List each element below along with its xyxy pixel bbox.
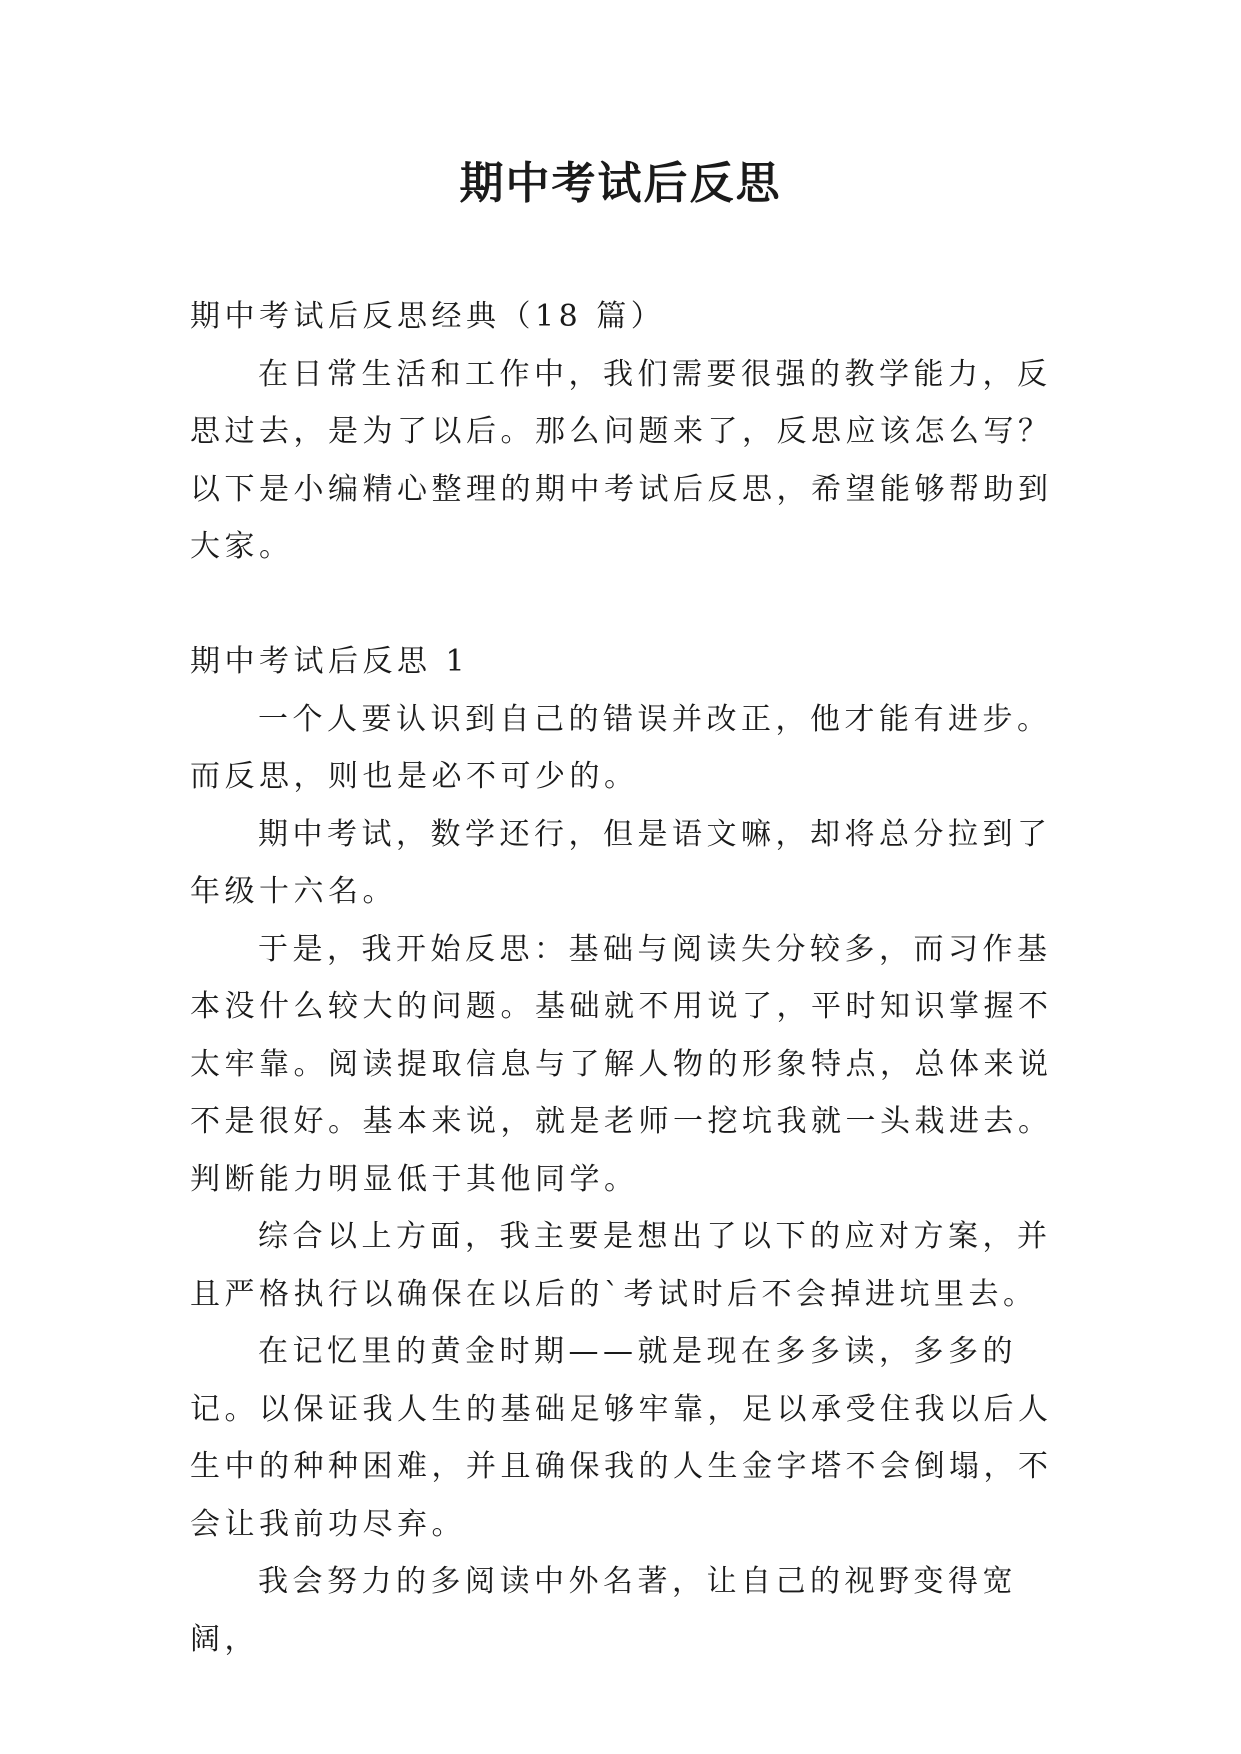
section-spacer — [190, 576, 1060, 634]
body-paragraph: 一个人要认识到自己的错误并改正，他才能有进步。而反思，则也是必不可少的。 — [190, 701, 1052, 794]
body-paragraph: 我会努力的多阅读中外名著，让自己的视野变得宽阔， — [190, 1564, 1017, 1657]
intro-paragraph: 在日常生活和工作中，我们需要很强的教学能力，反思过去，是为了以后。那么问题来了，反思应该怎么写？以下是小编精心整理的期中考试后反思，希望能够帮助到大家。 — [190, 356, 1053, 564]
body-paragraph: 综合以上方面，我主要是想出了以下的应对方案，并且严格执行以确保在以后的`考试时后不会掉进坑里去。 — [190, 1219, 1052, 1312]
body-paragraph: 期中考试，数学还行，但是语文嘛，却将总分拉到了年级十六名。 — [190, 816, 1052, 909]
document-title: 期中考试后反思 — [459, 158, 782, 209]
body-paragraph: 在记忆里的黄金时期——就是现在多多读，多多的记。以保证我人生的基础足够牢靠，足以承受住我以后人生中的种种困难，并且确保我的人生金字塔不会倒塌，不会让我前功尽弃。 — [190, 1334, 1053, 1542]
document-subtitle: 期中考试后反思经典（18 篇） — [190, 299, 666, 334]
document-body — [190, 288, 1060, 1668]
section-heading: 期中考试后反思 1 — [190, 644, 470, 679]
body-paragraph: 于是，我开始反思：基础与阅读失分较多，而习作基本没什么较大的问题。基础就不用说了，平时知识掌握不太牢靠。阅读提取信息与了解人物的形象特点，总体来说不是很好。基本来说，就是老师一挖坑我就一头栽进去。判断能力明显低于其他同学。 — [190, 931, 1053, 1197]
